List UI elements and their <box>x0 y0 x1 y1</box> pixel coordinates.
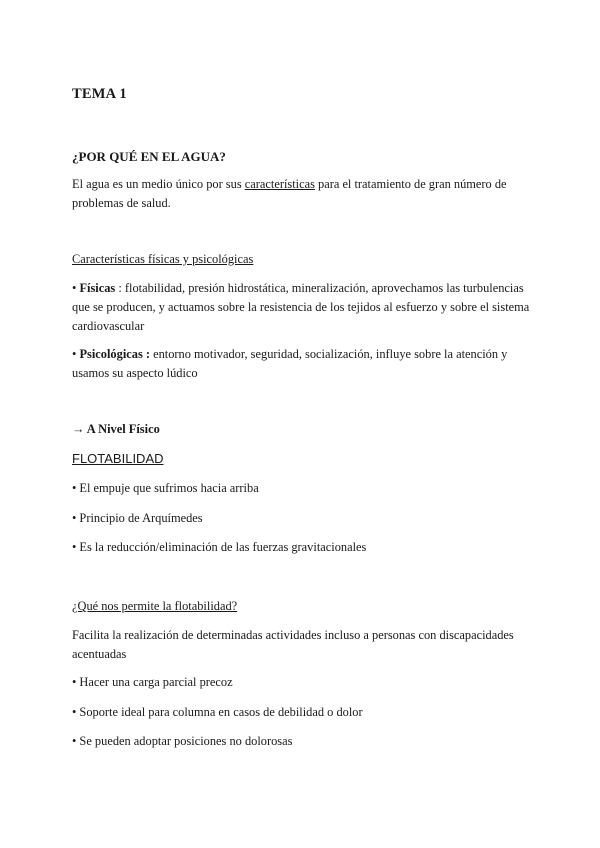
intro-text-before: El agua es un medio único por sus <box>72 177 245 191</box>
page-title: TEMA 1 <box>72 86 127 102</box>
characteristics-heading: Características físicas y psicológicas <box>72 252 254 266</box>
fisicas-label: Físicas <box>79 281 116 295</box>
nivel-fisico-heading: → A Nivel Físico <box>72 422 160 436</box>
characteristics-link[interactable]: características <box>244 177 315 191</box>
psicologicas-text: entorno motivador, seguridad, socialización, influye sobre la atención y usamos su aspecto lúdico <box>72 347 508 380</box>
bullet: • <box>72 347 77 361</box>
fisicas-text: : flotabilidad, presión hidrostática, mineralización, aprovechamos las turbulencias que se producen, y actuamos sobre la resistencia de los tejidos al esfuerzo y sobre el sistema cardiovascular <box>72 281 530 333</box>
fisicas-paragraph <box>72 279 530 336</box>
permite-heading: ¿Qué nos permite la flotabilidad? <box>72 599 238 613</box>
bullet: • <box>72 281 77 295</box>
list-item: • Es la reducción/eliminación de las fuerzas gravitacionales <box>72 540 367 554</box>
list-item: • El empuje que sufrimos hacia arriba <box>72 481 259 495</box>
question-heading: ¿POR QUÉ EN EL AGUA? <box>72 149 226 164</box>
permite-paragraph: Facilita la realización de determinadas actividades incluso a personas con discapacidades acentuadas <box>72 628 514 661</box>
flotabilidad-heading: FLOTABILIDAD <box>72 451 164 466</box>
list-item: • Soporte ideal para columna en casos de debilidad o dolor <box>72 705 363 719</box>
intro-paragraph <box>72 175 530 213</box>
list-item: • Hacer una carga parcial precoz <box>72 675 233 689</box>
list-item: • Principio de Arquímedes <box>72 511 203 525</box>
intro-text-after: para el tratamiento de gran número de problemas de salud. <box>72 177 507 210</box>
psicologicas-label: Psicológicas : <box>79 347 150 361</box>
list-item: • Se pueden adoptar posiciones no dolorosas <box>72 734 293 748</box>
psicologicas-paragraph <box>72 345 530 383</box>
